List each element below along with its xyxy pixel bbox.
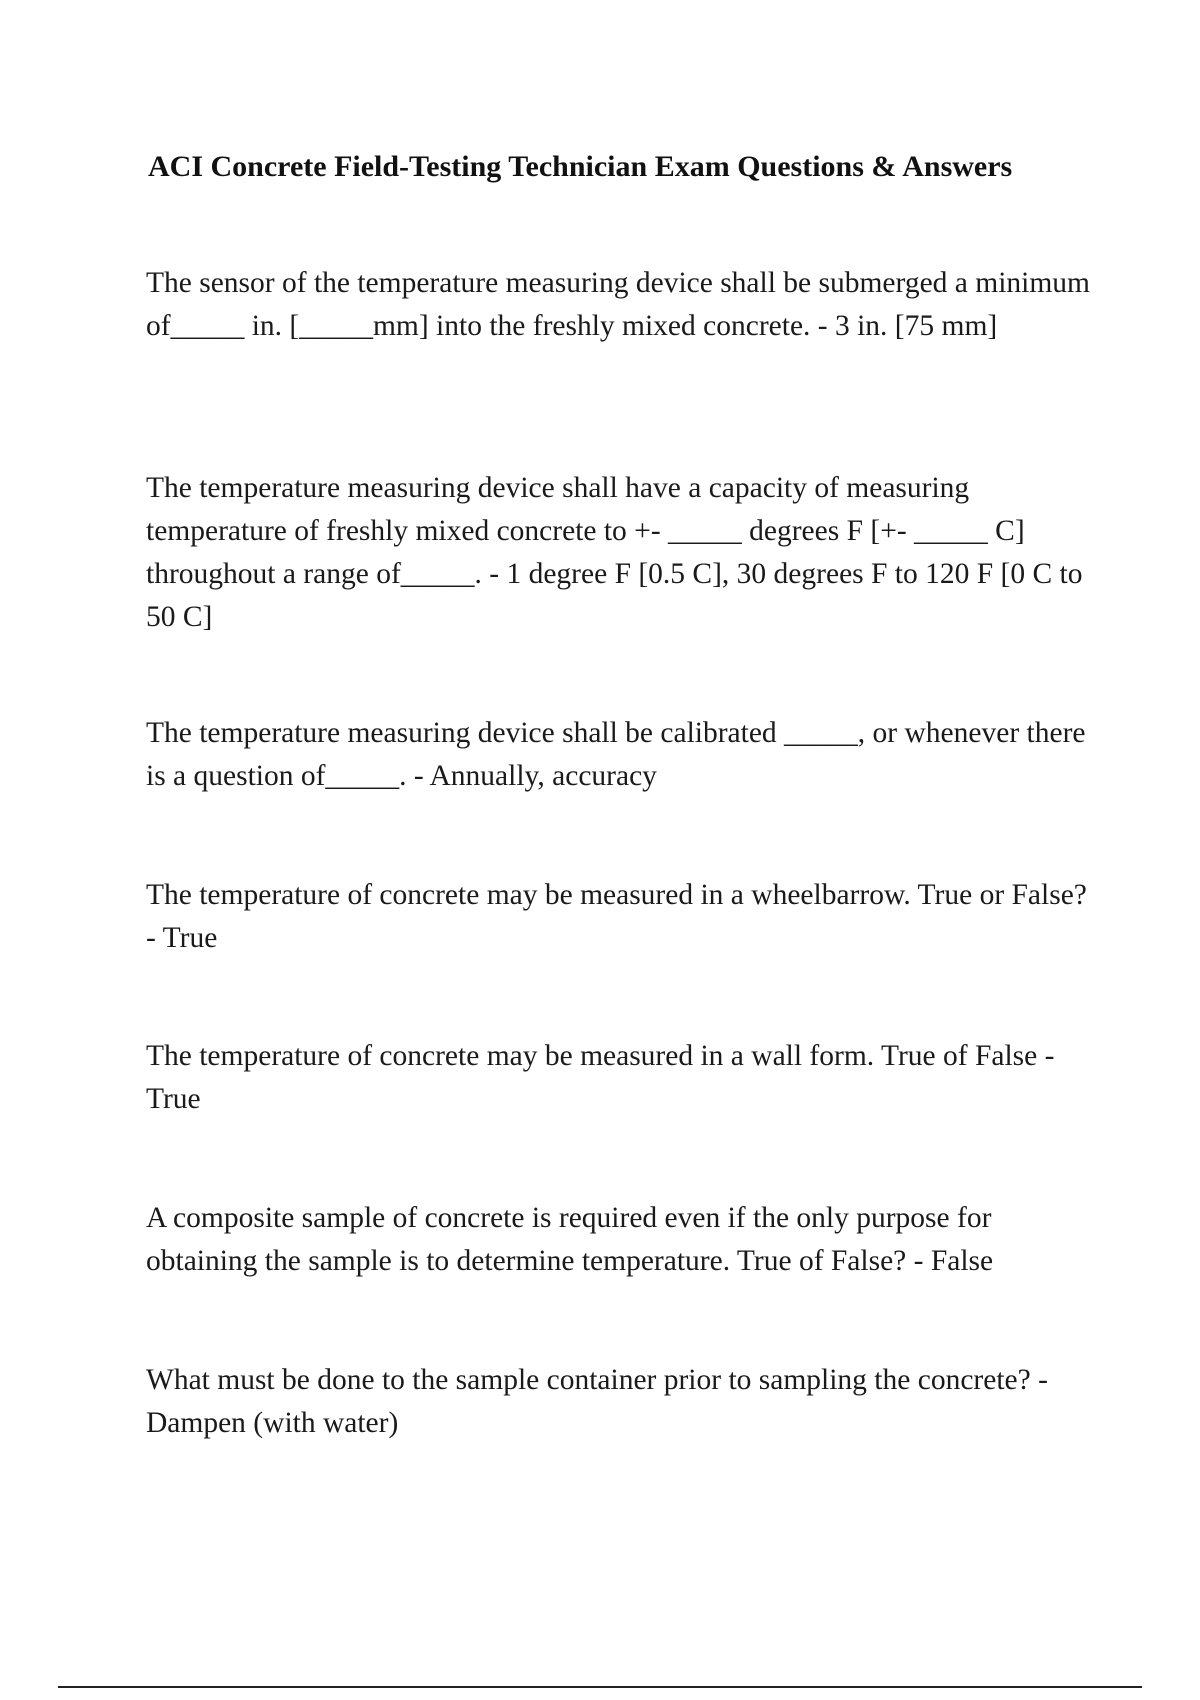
document-title: ACI Concrete Field-Testing Technician Exam Questions & Answers (148, 150, 1013, 183)
question-answer-item: The temperature measuring device shall be calibrated _____, or whenever there is a question of_____. - Annually, accuracy (146, 717, 1086, 792)
question-answer-item: The temperature of concrete may be measured in a wheelbarrow. True or False? - True (146, 879, 1087, 954)
question-answer-item: A composite sample of concrete is required even if the only purpose for obtaining the sample is to determine temperature. True of False? - False (146, 1202, 994, 1277)
question-answer-item: What must be done to the sample container prior to sampling the concrete? - Dampen (with water) (146, 1364, 1048, 1439)
question-answer-item: The temperature of concrete may be measured in a wall form. True of False - True (146, 1040, 1055, 1115)
question-answer-item: The sensor of the temperature measuring device shall be submerged a minimum of_____ in. [_____mm] into the freshly mixed concrete. - 3 in. [75 mm] (146, 267, 1090, 342)
question-answer-item: The temperature measuring device shall have a capacity of measuring temperature of freshly mixed concrete to +- _____ degrees F [+- _____ C] throughout a range of_____. - 1 degree F [0.5 C], 30 degrees F to 120 F [0 C to 50 C] (146, 472, 1083, 633)
footer-divider (58, 1686, 1142, 1688)
